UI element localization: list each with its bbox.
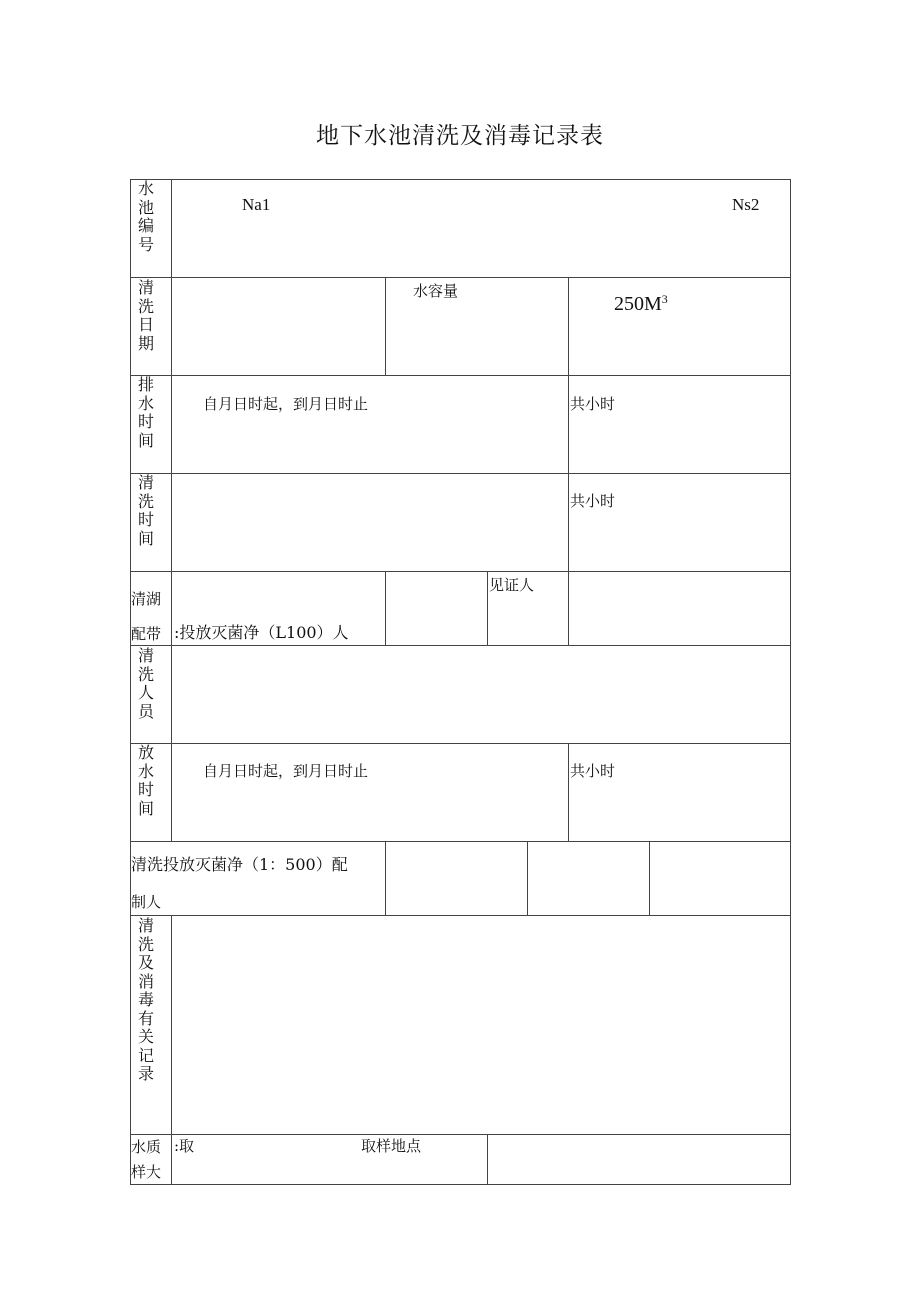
lake-prep-detail: :投放灭菌净（L100）人 (174, 623, 349, 642)
drain-time-total: 共小时 (570, 395, 616, 413)
row-divider (130, 277, 791, 278)
cell-divider (649, 841, 650, 916)
label-column-divider (171, 179, 172, 842)
cell-divider (487, 1134, 488, 1185)
table-border-top (130, 179, 791, 180)
cell-divider (487, 571, 488, 646)
cell-divider (568, 473, 569, 572)
water-sample-location: 取样地点 (361, 1137, 422, 1155)
refill-time-label (136, 744, 156, 818)
cell-divider (568, 375, 569, 474)
water-sample-take: :取 (174, 1137, 195, 1155)
pool-id-value-1: Na1 (242, 195, 271, 214)
row-divider (130, 915, 791, 916)
page-title: 地下水池清洗及消毒记录表 (316, 123, 604, 149)
records-label-text: 清 洗 及 消 毒 有 关 记 录 (137, 916, 154, 1083)
pool-id-value-2: Ns2 (732, 195, 760, 214)
capacity-value (614, 292, 668, 316)
capacity-label: 水容量 (413, 282, 459, 300)
table-border-left (130, 179, 131, 1185)
cell-divider (568, 277, 569, 376)
witness-label: 见证人 (489, 576, 535, 594)
lake-prep-label-line1: 清湖 (131, 590, 162, 608)
records-label (136, 917, 156, 1084)
label-column-divider (171, 915, 172, 1185)
clean-time-label-text: 清 洗 时 间 (137, 473, 154, 548)
cleaning-staff-label-text: 清 洗 人 员 (137, 646, 154, 721)
pool-id-label (136, 180, 156, 254)
capacity-value-number: 250M (614, 293, 662, 315)
cell-divider (527, 841, 528, 916)
cleaning-staff-label (136, 647, 156, 721)
row-divider (130, 645, 791, 646)
lake-prep-label-line2: 配带 (131, 625, 162, 643)
water-sample-label-line2: 样大 (131, 1163, 162, 1181)
drain-time-label-text: 排 水 时 间 (137, 375, 154, 450)
table-border-right (790, 179, 791, 1185)
clean-date-label (136, 279, 156, 353)
refill-time-label-text: 放 水 时 间 (137, 743, 154, 818)
pool-id-label-text: 水 池 编 号 (137, 179, 154, 254)
cell-divider (568, 571, 569, 646)
row-divider (130, 473, 791, 474)
cell-divider (568, 743, 569, 842)
cell-divider (385, 571, 386, 646)
clean-time-label (136, 474, 156, 548)
drain-time-label (136, 376, 156, 450)
capacity-unit-superscript: 3 (661, 292, 668, 306)
row-divider (130, 1134, 791, 1135)
table-border-bottom (130, 1184, 791, 1185)
cell-divider (385, 277, 386, 376)
drain-time-range: 自月日时起，到月日时止 (203, 395, 369, 413)
refill-time-range: 自月日时起，到月日时止 (203, 762, 369, 780)
cell-divider (385, 841, 386, 916)
disinfect-prep-line1: 清洗投放灭菌净（1：500）配 (131, 855, 348, 874)
row-divider (130, 841, 791, 842)
row-divider (130, 571, 791, 572)
refill-time-total: 共小时 (570, 762, 616, 780)
row-divider (130, 375, 791, 376)
disinfect-prep-line2: 制人 (131, 893, 162, 911)
clean-date-label-text: 清 洗 日 期 (137, 278, 154, 353)
row-divider (130, 743, 791, 744)
water-sample-label-line1: 水质 (131, 1138, 162, 1156)
clean-time-total: 共小时 (570, 492, 616, 510)
